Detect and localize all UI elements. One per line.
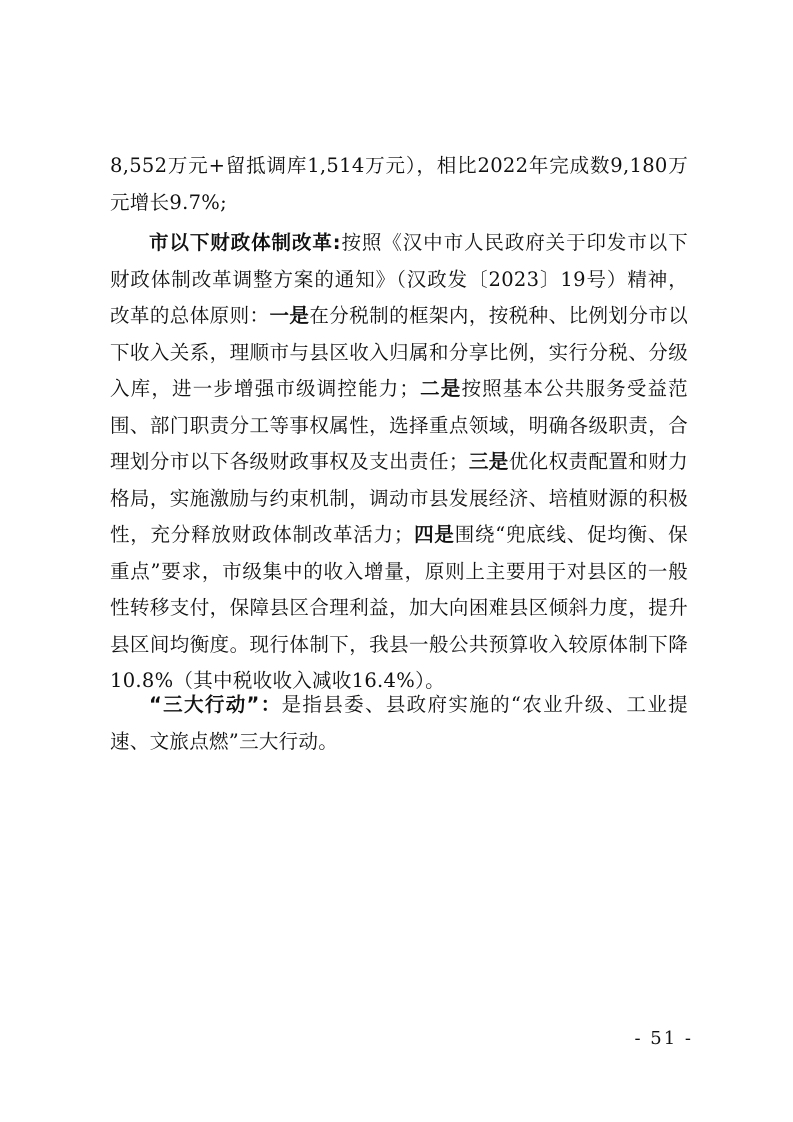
paragraph-text: 8,552万元+留抵调库1,514万元），相比2022年完成数9,180万元增长9.7%; — [110, 154, 688, 214]
paragraph-fiscal-reform — [110, 225, 688, 700]
paragraph-revenue-growth — [110, 148, 688, 221]
paragraph-text: 围绕“兜底线、促均衡、保重点”要求，市级集中的收入增量，原则上主要用于对县区的一般性转移支付，保障县区合理利益，加大向困难县区倾斜力度，提升县区间均衡度。现行体制下，我县一般公共预算收入较原体制下降10.8%（其中税收收入减收16.4%）。 — [110, 523, 688, 692]
page-number: - 51 - — [634, 1028, 693, 1049]
point-label-1: 一是 — [269, 304, 310, 327]
paragraph-body — [110, 687, 688, 760]
paragraph-body — [110, 225, 688, 700]
section-heading: “三大行动”： — [149, 693, 282, 716]
point-label-2: 二是 — [419, 377, 462, 400]
paragraph-text: 优化权责配置和财力格局，实施激励与约束机制，调动市县发展经济、培植财源的积极性，充分释放财政体制改革活力； — [110, 450, 688, 546]
paragraph-three-actions — [110, 687, 688, 760]
paragraph-text: 按照基本公共服务受益范围、部门职责分工等事权属性，选择重点领域，明确各级职责，合理划分市以下各级财政事权及支出责任； — [110, 377, 688, 473]
paragraph-text: 在分税制的框架内，按税种、比例划分市以下收入关系，理顺市与县区收入归属和分享比例，实行分税、分级入库，进一步增强市级调控能力； — [110, 304, 688, 400]
point-label-4: 四是 — [413, 523, 455, 546]
section-heading: 市以下财政体制改革: — [149, 231, 341, 254]
paragraph-text: 是指县委、县政府实施的“农业升级、工业提速、文旅点燃”三大行动。 — [110, 693, 688, 753]
paragraph-text: 按照《汉中市人民政府关于印发市以下财政体制改革调整方案的通知》（汉政发〔2023〕19号）精神，改革的总体原则： — [110, 231, 688, 327]
point-label-3: 三是 — [468, 450, 509, 473]
